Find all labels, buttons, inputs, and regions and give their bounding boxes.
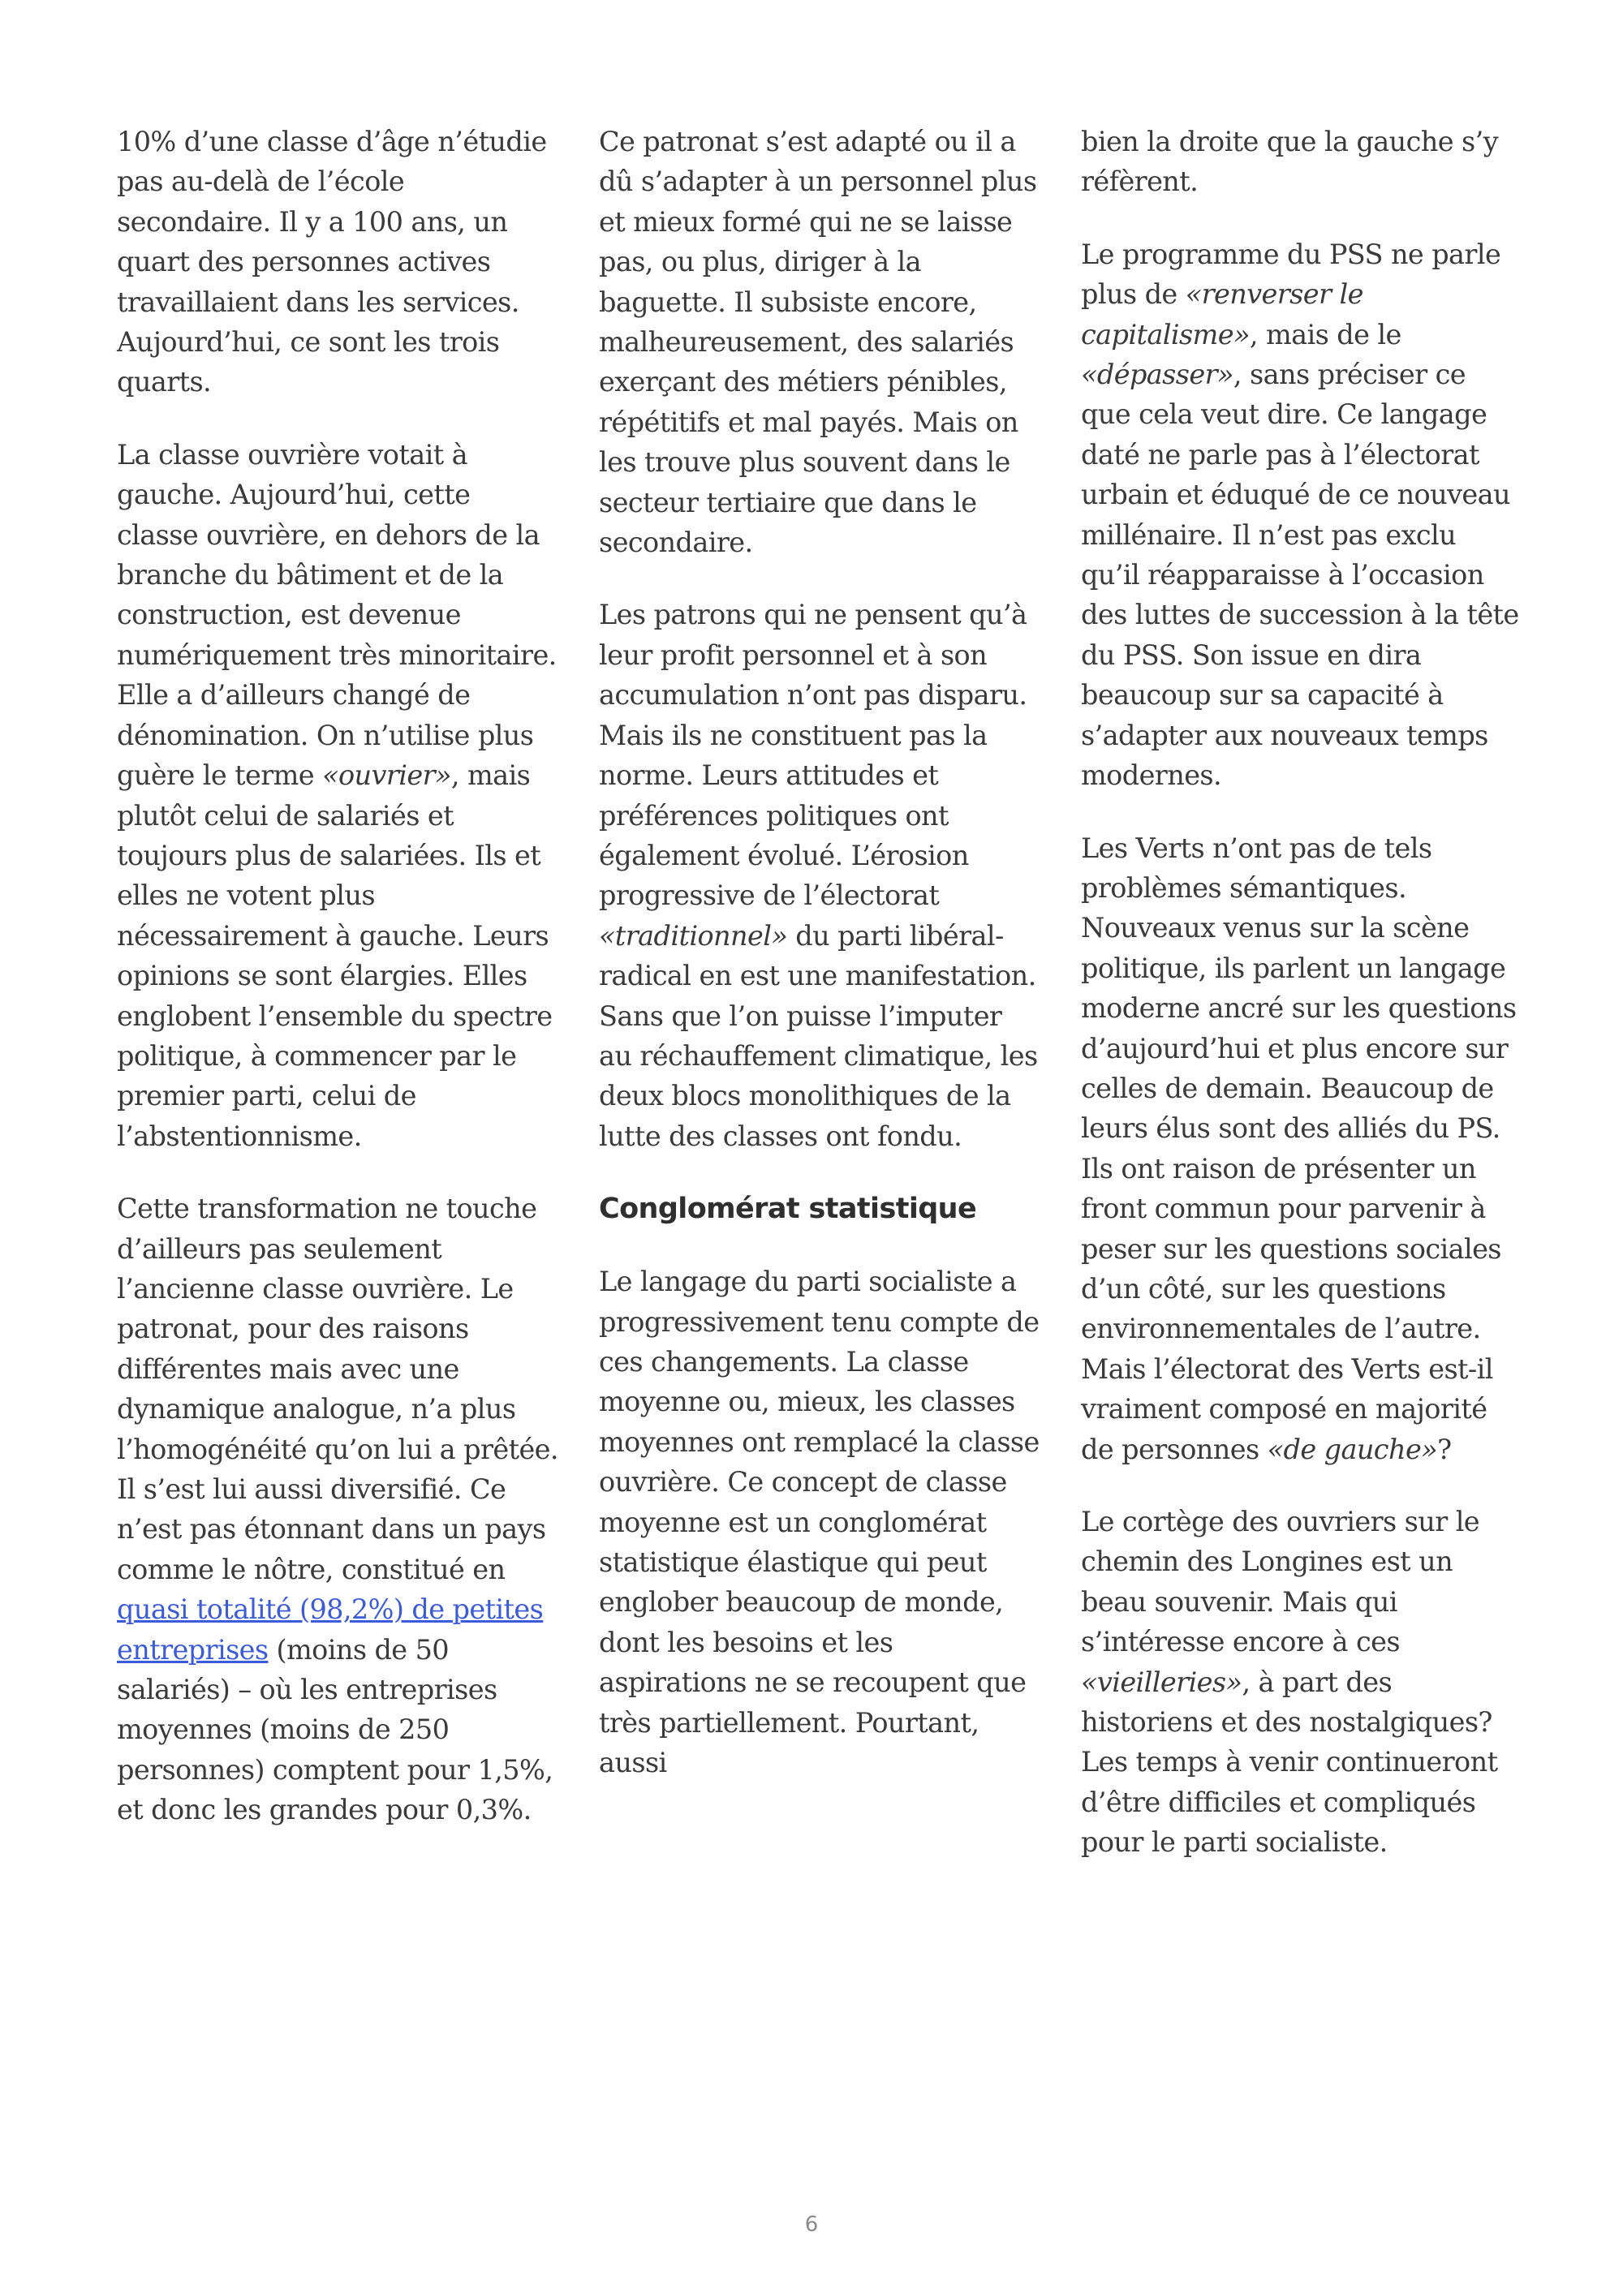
paragraph: Les Verts n’ont pas de tels problèmes sémantiques. Nouveaux venus sur la scène politique, ils parlent un langage moderne ancré sur les questions d’aujourd’hui et plus encore sur celles de demain. Beaucoup de leurs élus sont des alliés du PS. Ils ont raison de présenter un front commun pour parvenir à peser sur les questions sociales d’un côté, sur les questions environnementales de l’autre. Mais l’électorat des Verts est-il vraiment composé en majorité de personnes «de gauche»? [1081,832,1517,1465]
quoted-term: «vieilleries» [1081,1666,1242,1698]
page-number: 6 [804,2212,819,2237]
column-3 [1081,122,1522,1923]
article-columns [117,122,1526,1923]
quoted-term: «traditionnel» [599,919,788,952]
paragraph: Le programme du PSS ne parle plus de «renverser le capitalisme», mais de le «dépasser», sans préciser ce que cela veut dire. Ce langage daté ne parle pas à l’électorat urbain et éduqué de ce nouveau millénaire. Il n’est pas exclu qu’il réapparaisse à l’occasion des luttes de succession à la tête du PSS. Son issue en dira beaucoup sur sa capacité à s’adapter aux nouveaux temps modernes. [1081,238,1519,792]
paragraph: Ce patronat s’est adapté ou il a dû s’adapter à un personnel plus et mieux formé qui ne se laisse pas, ou plus, diriger à la baguette. Il subsiste encore, malheureusement, des salariés exerçant des métiers pénibles, répétitifs et mal payés. Mais on les trouve plus souvent dans le secteur tertiaire que dans le secondaire. [599,126,1037,559]
paragraph: Le cortège des ouvriers sur le chemin des Longines est un beau souvenir. Mais qui s’intéresse encore à ces «vieilleries», à part des historiens et des nostalgiques? Les temps à venir continueront d’être difficiles et compliqués pour le parti socialiste. [1081,1506,1498,1859]
column-2 [599,122,1040,1923]
paragraph: Les patrons qui ne pensent qu’à leur profit personnel et à son accumulation n’ont pas disparu. Mais ils ne constituent pas la norme. Leurs attitudes et préférences politiques ont également évolué. L’érosion progressive de l’électorat «traditionnel» du parti libéral-radical en est une manifestation. Sans que l’on puisse l’imputer au réchauffement climatique, les deux blocs monolithiques de la lutte des classes ont fondu. [599,599,1038,1152]
quoted-term: «renverser le capitalisme» [1081,278,1363,350]
section-heading: Conglomérat statistique [599,1193,977,1226]
paragraph: Cette transformation ne touche d’ailleurs pas seulement l’ancienne classe ouvrière. Le patronat, pour des raisons différentes mais avec une dynamique analogue, n’a plus l’homogénéité qu’on lui a prêtée. Il s’est lui aussi diversifié. Ce n’est pas étonnant dans un pays comme le nôtre, constitué en quasi totalité (98,2%) de petites entreprises (moins de 50 salariés) – où les entreprises moyennes (moins de 250 personnes) comptent pour 1,5%, et donc les grandes pour 0,3%. [117,1193,558,1826]
column-1 [117,122,558,1923]
quoted-term: «dépasser» [1081,359,1233,391]
quoted-term: «ouvrier» [322,759,451,792]
paragraph: Le langage du parti socialiste a progressivement tenu compte de ces changements. La classe moyenne ou, mieux, les classes moyennes ont remplacé la classe ouvrière. Ce concept de classe moyenne est un conglomérat statistique élastique qui peut englober beaucoup de monde, dont les besoins et les aspirations ne se recoupent que très partiellement. Pourtant, aussi [599,1266,1040,1779]
petites-entreprises-link[interactable]: quasi totalité (98,2%) de petites entreprises [117,1593,544,1666]
paragraph: La classe ouvrière votait à gauche. Aujourd’hui, cette classe ouvrière, en dehors de la branche du bâtiment et de la construction, est devenue numériquement très minoritaire. Elle a d’ailleurs changé de dénomination. On n’utilise plus guère le terme «ouvrier», mais plutôt celui de salariés et toujours plus de salariées. Ils et elles ne votent plus nécessairement à gauche. Leurs opinions se sont élargies. Elles englobent l’ensemble du spectre politique, à commencer par le premier parti, celui de l’abstentionnisme. [117,438,557,1152]
paragraph: 10% d’une classe d’âge n’étudie pas au-delà de l’école secondaire. Il y a 100 ans, un quart des personnes actives travaillaient dans les services. Aujourd’hui, ce sont les trois quarts. [117,126,547,398]
quoted-term: «de gauche» [1267,1433,1438,1465]
paragraph: bien la droite que la gauche s’y réfèrent. [1081,126,1499,198]
